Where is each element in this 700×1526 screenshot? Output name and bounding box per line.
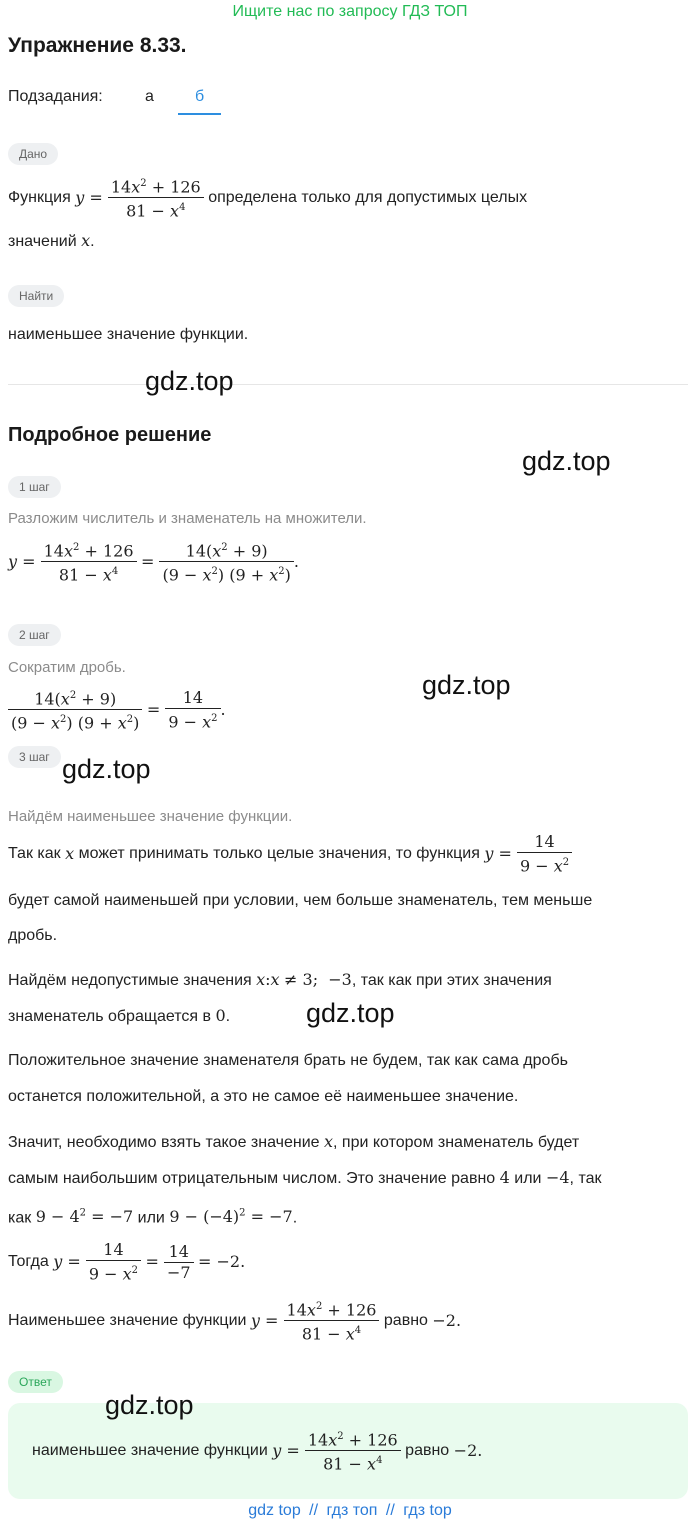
footer-link-gdz-top-ru[interactable]: гдз топ xyxy=(326,1502,378,1519)
step2-formula: $\frac{14(x^2 + 9)}{(9 - x^2) (9 + x^2)}$ = $\frac{14}{9 - x^2}$ . xyxy=(8,686,226,734)
step1-formula: y = $\frac{14x^2 + 126}{81 - x^4}$ = $\frac{14(x^2 + 9)}{(9 - x^2) (9 + x^2)}$ . xyxy=(8,541,299,585)
page-title: Упражнение 8.33. xyxy=(8,34,187,57)
given-fraction: $\frac{14x^2 + 126}{81 - x^4}$ xyxy=(108,174,204,222)
step3-para5: Тогда y = $\frac{14}{9 - x^2}$ = $\frac{14}{-7}$ = −2. xyxy=(8,1240,246,1284)
given-suffix: определена только для допустимых целых xyxy=(208,188,528,206)
step1-badge: 1 шаг xyxy=(8,476,61,498)
active-tab-indicator xyxy=(178,113,221,115)
step1-hint: Разложим числитель и знаменатель на множители. xyxy=(8,510,367,527)
watermark: gdz.top xyxy=(62,754,151,784)
given-badge: Дано xyxy=(8,143,58,165)
step3-para2-line2: знаменатель обращается в 0. xyxy=(8,1006,231,1025)
step3-para3-line2: останется положительной, а это не самое её наименьшее значение. xyxy=(8,1088,519,1105)
footer-link-gdz-top[interactable]: gdz top xyxy=(248,1502,301,1519)
step3-para1-line2: будет самой наименьшей при условии, чем больше знаменатель, тем меньше xyxy=(8,892,593,909)
answer-badge: Ответ xyxy=(8,1371,63,1393)
step3-para4-line3: как $9 - 4^2 = -7$ или $9 - (-4)^2 = -7$. xyxy=(8,1207,298,1227)
step3-badge: 3 шаг xyxy=(8,746,61,768)
find-badge: Найти xyxy=(8,285,64,307)
watermark: gdz.top xyxy=(145,366,234,396)
step3-para4-line2: самым наибольшим отрицательным числом. Это значение равно 4 или −4, так xyxy=(8,1168,602,1187)
tab-subtask-a[interactable]: а xyxy=(145,88,154,105)
watermark: gdz.top xyxy=(306,998,395,1028)
search-banner: Ищите нас по запросу ГДЗ ТОП xyxy=(232,3,468,20)
step3-para3-line1: Положительное значение знаменателя брать не будем, так как сама дробь xyxy=(8,1052,568,1069)
step3-para4-line1: Значит, необходимо взять такое значение x, при котором знаменатель будет xyxy=(8,1132,580,1151)
watermark: gdz.top xyxy=(105,1390,194,1420)
step3-para1-line1: Так как x может принимать только целые значения, то функция y = $\frac{14}{9 - x^2}$ xyxy=(8,832,572,876)
given-prefix: Функция xyxy=(8,188,71,206)
step3-para1-line3: дробь. xyxy=(8,927,58,944)
step3-hint: Найдём наименьшее значение функции. xyxy=(8,808,293,825)
given-line-1: Функция y = $\frac{14x^2 + 126}{81 - x^4}$ определена только для допустимых целых xyxy=(8,174,527,222)
step3-para2-line1: Найдём недопустимые значения x:x ≠ 3; −3, так как при этих значения xyxy=(8,970,552,989)
tab-subtask-b[interactable]: б xyxy=(195,88,205,105)
divider xyxy=(8,384,688,385)
subtasks-label: Подзадания: xyxy=(8,88,103,105)
given-line2-text: значений xyxy=(8,233,77,250)
step2-badge: 2 шаг xyxy=(8,624,61,646)
step3-para6: Наименьшее значение функции y = $\frac{14x^2 + 126}{81 - x^4}$ равно −2. xyxy=(8,1300,462,1344)
footer-links: gdz top // гдз топ // гдз top xyxy=(248,1502,452,1519)
watermark: gdz.top xyxy=(422,670,511,700)
answer-text: наименьшее значение функции y = $\frac{14x^2 + 126}{81 - x^4}$ равно −2. xyxy=(32,1430,483,1474)
footer-link-gdz-top-mixed[interactable]: гдз top xyxy=(403,1502,452,1519)
find-text: наименьшее значение функции. xyxy=(8,326,249,343)
solution-title: Подробное решение xyxy=(8,424,212,446)
watermark: gdz.top xyxy=(522,446,611,476)
step2-hint: Сократим дробь. xyxy=(8,659,126,676)
given-line-2: значений x. xyxy=(8,231,95,250)
